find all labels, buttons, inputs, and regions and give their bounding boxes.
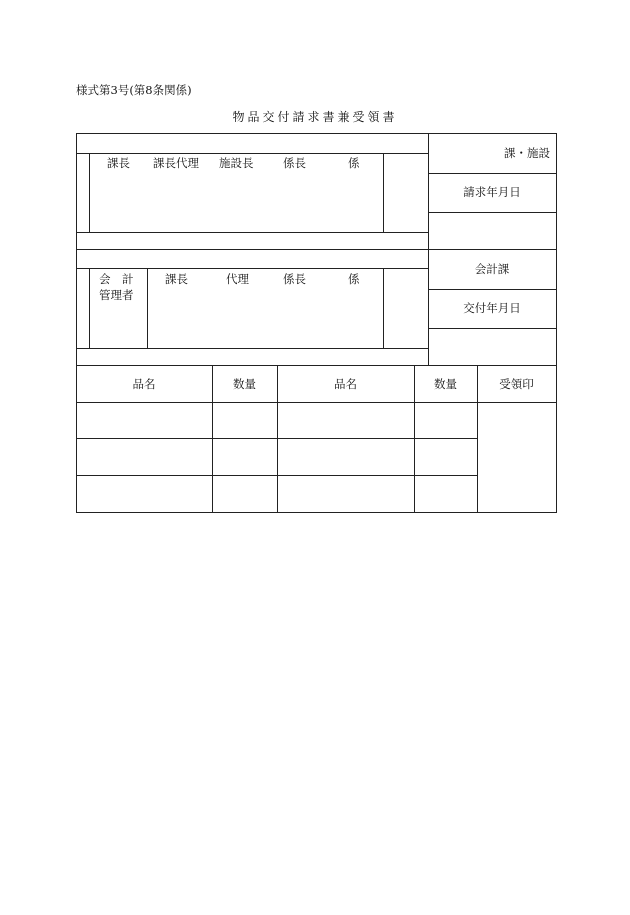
accounting-department-label: 会計課 (474, 262, 510, 276)
delivery-date-label: 交付年月日 (463, 301, 521, 315)
request-date-label: 請求年月日 (463, 185, 521, 199)
stamp-label-subsection-chief: 係長 (283, 156, 306, 170)
delivery-date-field[interactable] (428, 328, 556, 365)
accounting-stamp-area[interactable] (147, 286, 383, 348)
stamp-label-staff-accounting: 係 (348, 272, 360, 286)
stamp-label-section-chief-accounting: 課長 (165, 272, 188, 286)
form-number-label: 様式第3号(第8条関係) (76, 83, 192, 97)
table-header-quantity-1: 数量 (233, 377, 256, 391)
table-header-item-name-2: 品名 (334, 377, 357, 391)
quantity-cell[interactable] (212, 475, 277, 512)
item-name-cell[interactable] (76, 438, 212, 475)
quantity-cell[interactable] (414, 438, 477, 475)
item-name-cell[interactable] (277, 402, 414, 438)
quantity-cell[interactable] (212, 438, 277, 475)
quantity-cell[interactable] (414, 475, 477, 512)
table-row (76, 402, 477, 438)
department-label: 課・施設 (504, 146, 550, 160)
table-row (76, 438, 477, 475)
request-date-field[interactable] (428, 212, 556, 249)
request-stamp-area[interactable] (89, 170, 383, 232)
stamp-label-section-chief: 課長 (107, 156, 130, 170)
quantity-cell[interactable] (414, 402, 477, 438)
stamp-label-subsection-chief-accounting: 係長 (283, 272, 306, 286)
item-name-cell[interactable] (277, 475, 414, 512)
stamp-label-staff: 係 (348, 156, 360, 170)
document-title: 物品交付請求書兼受領書 (232, 110, 398, 124)
stamp-label-deputy-accounting: 代理 (226, 272, 249, 286)
table-row (76, 475, 477, 512)
quantity-cell[interactable] (212, 402, 277, 438)
item-name-cell[interactable] (277, 438, 414, 475)
accounting-manager-label-line2: 管理者 (99, 288, 134, 302)
item-name-cell[interactable] (76, 475, 212, 512)
accounting-manager-label-line1: 会 計 (99, 272, 134, 286)
table-header-quantity-2: 数量 (434, 377, 457, 391)
receipt-seal-cell[interactable] (477, 402, 556, 512)
table-header-item-name-1: 品名 (132, 377, 156, 391)
stamp-label-deputy-chief: 課長代理 (153, 156, 199, 170)
stamp-label-facility-head: 施設長 (219, 156, 254, 170)
table-header-receipt-seal: 受領印 (499, 377, 534, 391)
item-name-cell[interactable] (76, 402, 212, 438)
